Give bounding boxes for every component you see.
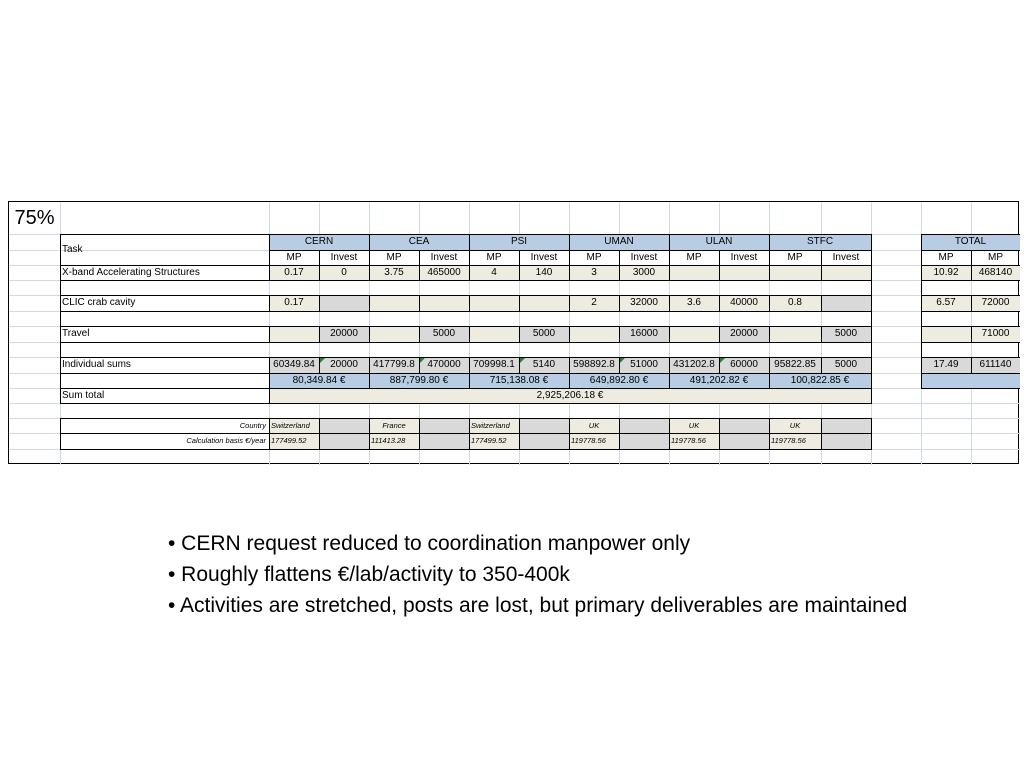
country-value: Switzerland bbox=[271, 420, 310, 430]
calc-value: 111413.28 bbox=[371, 436, 406, 446]
value: 0.8 bbox=[788, 297, 802, 308]
subheader: MP bbox=[286, 251, 302, 263]
subheader: Invest bbox=[430, 251, 458, 263]
lab-total: 80,349.84 € bbox=[292, 374, 346, 386]
calc-value: 119778.56 bbox=[571, 436, 606, 446]
value: 16000 bbox=[630, 328, 658, 339]
lab-total: 715,138.08 € bbox=[489, 374, 549, 386]
value bbox=[769, 265, 821, 280]
total-value: 468140 bbox=[978, 266, 1013, 278]
calc-cell bbox=[320, 434, 370, 450]
subheader: Invest bbox=[630, 251, 658, 263]
country-cell bbox=[520, 419, 570, 434]
value bbox=[469, 326, 519, 342]
calc-cell bbox=[720, 434, 770, 450]
lab-total: 649,892.80 € bbox=[589, 374, 649, 386]
value: 2 bbox=[591, 297, 597, 308]
value: 3.6 bbox=[687, 297, 701, 308]
subheader: Invest bbox=[730, 251, 758, 263]
row-frame bbox=[61, 281, 872, 296]
lab-header: UMAN bbox=[604, 236, 634, 247]
value: 3.75 bbox=[384, 266, 404, 278]
row-frame bbox=[61, 312, 872, 327]
row-label: Travel bbox=[62, 328, 90, 339]
value: 465000 bbox=[427, 266, 461, 278]
value: 0 bbox=[341, 266, 347, 278]
country-value: Switzerland bbox=[471, 420, 510, 430]
row-label: Individual sums bbox=[62, 359, 131, 370]
value bbox=[319, 295, 369, 311]
country-value: France bbox=[382, 420, 406, 430]
sum-total-value: 2,925,206.18 € bbox=[536, 389, 604, 401]
value: 3000 bbox=[632, 266, 656, 278]
total-value: 6.57 bbox=[936, 297, 956, 308]
value bbox=[269, 326, 319, 342]
calc-value: 119778.56 bbox=[771, 436, 806, 446]
value bbox=[669, 265, 719, 280]
calc-label: Calculation basis €/year bbox=[186, 436, 266, 446]
value bbox=[469, 295, 519, 311]
value: 32000 bbox=[630, 297, 658, 308]
lab-header: CERN bbox=[304, 236, 334, 247]
value: 20000 bbox=[730, 328, 758, 339]
subheader: MP bbox=[586, 251, 602, 263]
value: 417799.8 bbox=[373, 359, 415, 370]
country-label: Country bbox=[239, 420, 266, 430]
subheader: Invest bbox=[530, 251, 558, 263]
total-value: 10.92 bbox=[933, 266, 959, 278]
value bbox=[419, 295, 469, 311]
value bbox=[821, 265, 871, 280]
country-cell bbox=[720, 419, 770, 434]
value: 5000 bbox=[834, 359, 858, 370]
total-value: 611140 bbox=[979, 359, 1012, 370]
calc-cell bbox=[420, 434, 470, 450]
value: 95822.85 bbox=[774, 359, 816, 370]
bullet-item: • Activities are stretched, posts are lost, but primary deliverables are maintained bbox=[168, 594, 908, 617]
task-header: Task bbox=[62, 243, 83, 255]
subheader: MP bbox=[988, 251, 1003, 263]
value: 20000 bbox=[330, 328, 358, 339]
calc-value: 177499.52 bbox=[271, 436, 307, 446]
country-cell bbox=[320, 419, 370, 434]
percent-label: 75% bbox=[14, 207, 55, 229]
calc-cell bbox=[822, 434, 872, 450]
calc-value: 177499.52 bbox=[471, 436, 507, 446]
row-label: X-band Accelerating Structures bbox=[62, 266, 200, 278]
country-cell bbox=[620, 419, 670, 434]
country-value: UK bbox=[789, 420, 801, 430]
value: 5140 bbox=[532, 359, 556, 370]
value: 140 bbox=[535, 266, 553, 278]
value bbox=[519, 295, 569, 311]
subheader: MP bbox=[938, 251, 954, 263]
calc-cell bbox=[620, 434, 670, 450]
total-value: 72000 bbox=[981, 297, 1010, 308]
calc-value: 119778.56 bbox=[671, 436, 706, 446]
value: 0.17 bbox=[284, 266, 304, 278]
lab-header: PSI bbox=[510, 236, 528, 247]
value: 470000 bbox=[427, 359, 461, 370]
calc-cell bbox=[520, 434, 570, 450]
budget-spreadsheet bbox=[8, 201, 1019, 464]
subheader: MP bbox=[787, 251, 803, 263]
value bbox=[369, 326, 419, 342]
row-label: CLIC crab cavity bbox=[62, 297, 136, 308]
value: 709998.1 bbox=[473, 359, 515, 370]
total-value: 71000 bbox=[981, 328, 1010, 339]
subheader: MP bbox=[486, 251, 502, 263]
sum-total-label: Sum total bbox=[62, 389, 105, 401]
value: 60000 bbox=[730, 359, 758, 370]
country-cell bbox=[822, 419, 872, 434]
country-value: UK bbox=[588, 420, 600, 430]
value: 0.17 bbox=[284, 297, 304, 308]
lab-header: STFC bbox=[806, 236, 834, 247]
value: 5000 bbox=[834, 328, 858, 339]
value: 51000 bbox=[630, 359, 658, 370]
value bbox=[719, 265, 769, 280]
lab-total: 887,799.80 € bbox=[389, 374, 449, 386]
bullet-item: • CERN request reduced to coordination manpower only bbox=[168, 532, 691, 555]
value: 4 bbox=[491, 266, 497, 278]
value: 5000 bbox=[432, 328, 456, 339]
country-cell bbox=[420, 419, 470, 434]
value bbox=[369, 295, 419, 311]
lab-header: ULAN bbox=[705, 236, 733, 247]
value bbox=[569, 326, 619, 342]
value: 60349.84 bbox=[273, 359, 315, 370]
subheader: Invest bbox=[330, 251, 358, 263]
value: 20000 bbox=[330, 359, 358, 370]
subheader: Invest bbox=[832, 251, 860, 263]
total-value: 17.49 bbox=[933, 359, 959, 370]
value: 598892.8 bbox=[573, 359, 615, 370]
lab-total: 100,822.85 € bbox=[790, 374, 850, 386]
value bbox=[821, 295, 871, 311]
value: 431202.8 bbox=[673, 359, 715, 370]
country-value: UK bbox=[688, 420, 700, 430]
total-header: TOTAL bbox=[954, 236, 987, 247]
total-value bbox=[921, 326, 971, 342]
subheader: MP bbox=[386, 251, 402, 263]
subheader: MP bbox=[686, 251, 702, 263]
value bbox=[669, 326, 719, 342]
total-total-cell bbox=[922, 374, 1021, 389]
value bbox=[769, 326, 821, 342]
bullet-list bbox=[168, 528, 908, 621]
lab-header: CEA bbox=[408, 236, 430, 247]
value: 3 bbox=[591, 266, 597, 278]
lab-total: 491,202.82 € bbox=[689, 374, 749, 386]
bullet-item: • Roughly flattens €/lab/activity to 350-400k bbox=[168, 563, 570, 586]
value: 40000 bbox=[730, 297, 758, 308]
row-frame bbox=[61, 343, 872, 358]
value: 5000 bbox=[532, 328, 556, 339]
